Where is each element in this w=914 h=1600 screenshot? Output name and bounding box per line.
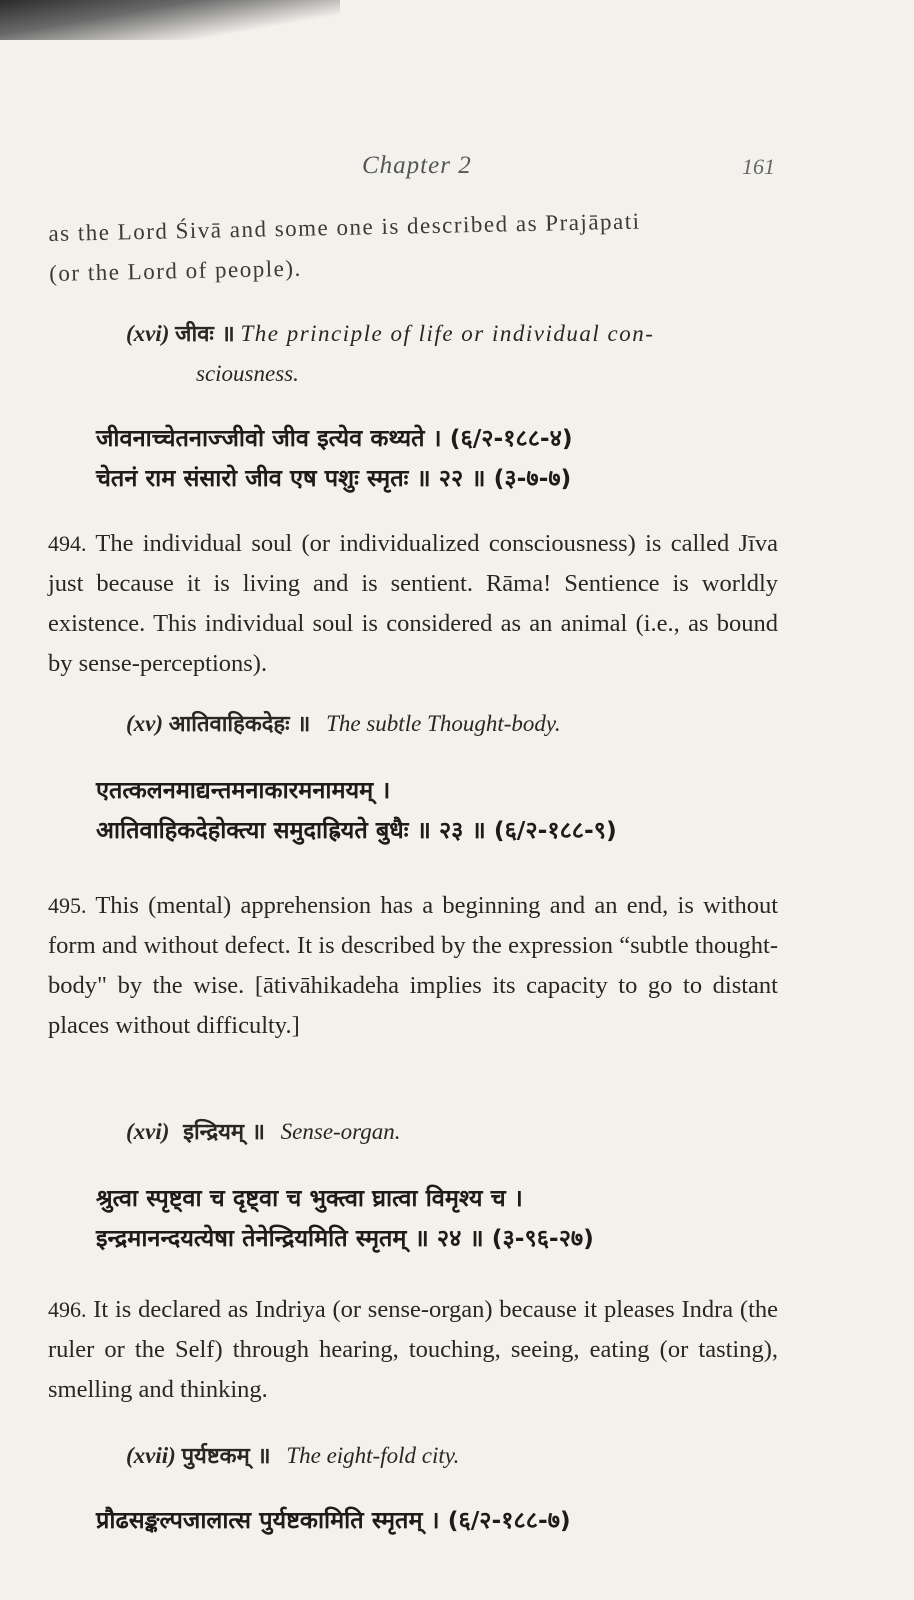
verse-line-2: चेतनं राम संसारो जीव एष पशुः स्मृतः ॥ २२ ॥ (३-७-७)	[96, 464, 572, 492]
entry-sanskrit-term: इन्द्रियम् ॥	[183, 1120, 265, 1145]
entry-number: (xvii)	[126, 1443, 176, 1468]
paragraph-text: The individual soul (or individualized consciousness) is called Jīva just because it is living and is sentient. Rāma! Sentience is worldly existence. This individual soul is considered as an animal (i.e., as bound by sense-perceptions).	[48, 530, 778, 677]
entry-number: (xvi)	[126, 1119, 170, 1144]
entry-number: (xv)	[126, 711, 164, 736]
paragraph-496	[48, 1290, 778, 1410]
paragraph-number: 496.	[48, 1297, 87, 1322]
entry-gloss: The principle of life or individual con-	[240, 321, 655, 346]
lead-paragraph	[48, 199, 780, 294]
sanskrit-verse-23	[96, 770, 617, 850]
verse-line-1: जीवनाच्चेतनाज्जीवो जीव इत्येव कथ्यते । (६/२-१८८-४)	[96, 424, 573, 452]
entry-gloss: The subtle Thought-body.	[326, 711, 561, 736]
paragraph-494	[48, 524, 778, 684]
verse-line-1: श्रुत्वा स्पृष्ट्वा च दृष्ट्वा च भुक्त्वा घ्रात्वा विमृश्य च ।	[96, 1184, 523, 1212]
sanskrit-verse-22	[96, 418, 573, 498]
lead-line-1: as the Lord Śivā and some one is described as Prajāpati	[48, 208, 641, 246]
verse-line-2: आतिवाहिकदेहोक्त्या समुदाह्रियते बुधैः ॥ २३ ॥ (६/२-१८८-९)	[96, 816, 617, 844]
paragraph-number: 494.	[48, 531, 87, 556]
entry-gloss: Sense-organ.	[280, 1119, 401, 1144]
verse-line-1: एतत्कलनमाद्यन्तमनाकारमनामयम् ।	[96, 776, 391, 804]
entry-sanskrit-term: आतिवाहिकदेहः ॥	[168, 712, 311, 737]
verse-line-1: प्रौढसङ्कल्पजालात्स पुर्यष्टकामिति स्मृतम् । (६/२-१८८-७)	[96, 1506, 571, 1534]
entry-gloss: The eight-fold city.	[286, 1443, 460, 1468]
entry-heading-puryashtaka	[126, 1436, 459, 1477]
paragraph-text: It is declared as Indriya (or sense-organ) because it pleases Indra (the ruler or the Self) through hearing, touching, seeing, eating (or tasting), smelling and thinking.	[48, 1296, 778, 1403]
verse-line-2: इन्द्रमानन्दयत्येषा तेनेन्द्रियमिति स्मृतम् ॥ २४ ॥ (३-९६-२७)	[96, 1224, 594, 1252]
entry-heading-indriya	[126, 1112, 401, 1153]
lead-line-2: (or the Lord of people).	[48, 255, 302, 286]
running-header	[0, 152, 914, 192]
paragraph-text: This (mental) apprehension has a beginning and an end, is without form and without defect. It is described by the expression “subtle thought-body" by the wise. [ātivāhikadeha implies its capacity to go to distant places without difficulty.]	[48, 892, 779, 1039]
page-edge-shadow	[0, 0, 340, 40]
entry-number: (xvi)	[126, 321, 170, 346]
entry-sanskrit-term: जीवः ॥	[175, 322, 235, 347]
entry-heading-jiva	[126, 314, 654, 355]
entry-sanskrit-term: पुर्यष्टकम् ॥	[181, 1444, 271, 1469]
chapter-title: Chapter 2	[362, 152, 472, 179]
sanskrit-verse-partial	[96, 1500, 571, 1540]
paragraph-number: 495.	[48, 893, 87, 918]
entry-heading-ativahika	[126, 704, 561, 745]
paragraph-495	[48, 886, 778, 1046]
page-number: 161	[742, 154, 775, 179]
sanskrit-verse-24	[96, 1178, 594, 1258]
entry-gloss-continuation	[196, 354, 299, 394]
entry-gloss-line-2: sciousness.	[196, 361, 299, 386]
